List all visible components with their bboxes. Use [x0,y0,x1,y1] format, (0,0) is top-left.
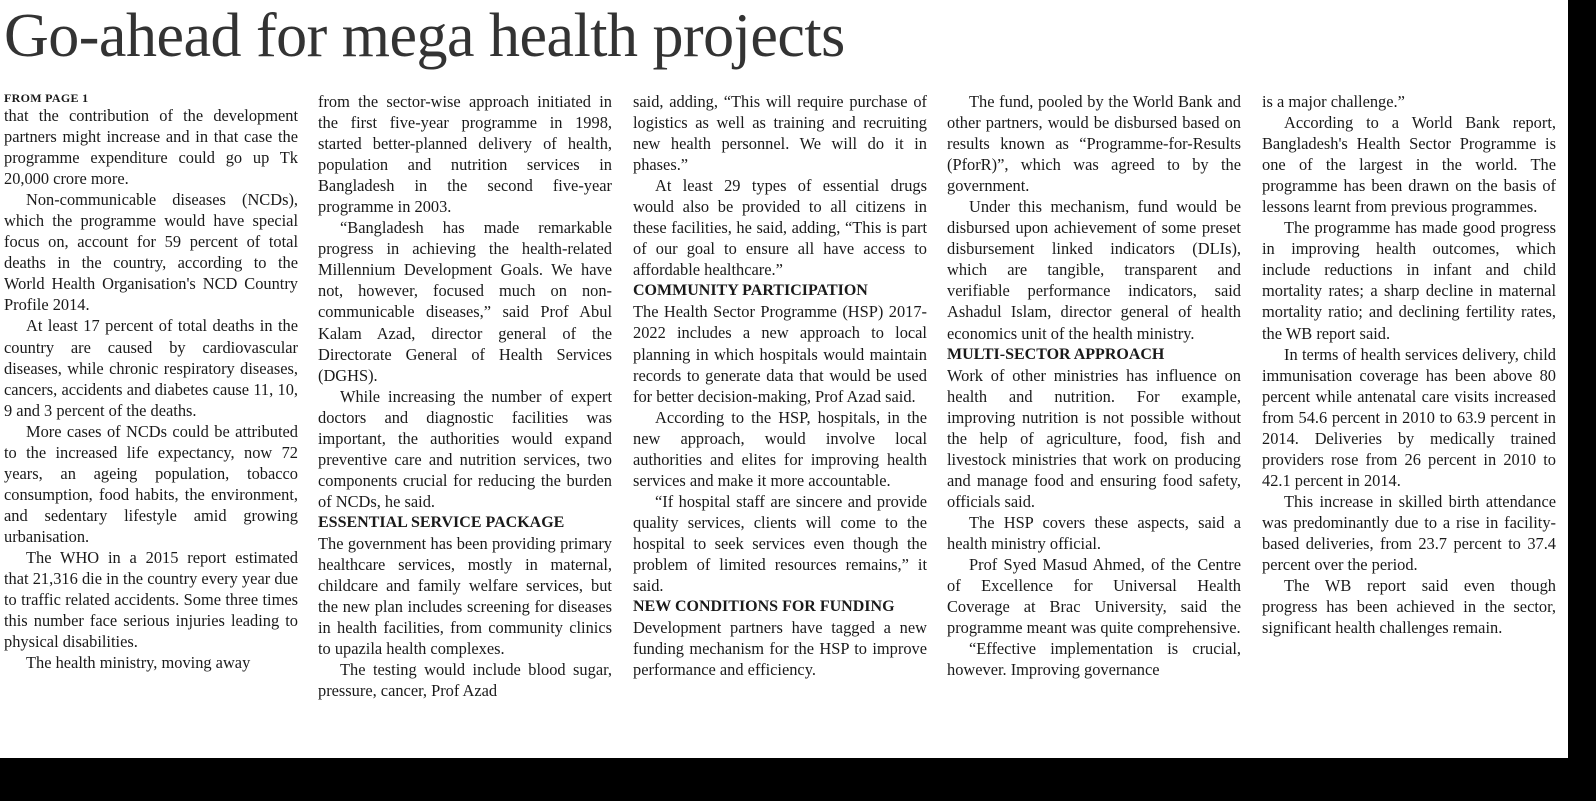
paragraph: The fund, pooled by the World Bank and other partners, would be disbursed based on results known as “Programme-for-Results (PforR)”, which was agreed to by the government. [947,92,1241,196]
paragraph: Non-communicable diseases (NCDs), which the programme would have special focus on, account for 59 percent of total deaths in the country, according to the World Health Organisation's NCD Country Profile 2014. [4,190,298,315]
paragraph: This increase in skilled birth attendance was predominantly due to a rise in facility-based deliveries, from 23.7 percent to 37.4 percent over the period. [1262,491,1556,575]
headline: Go-ahead for mega health projects [4,2,845,70]
paragraph: The HSP covers these aspects, said a health ministry official. [947,512,1241,553]
article-column-2 [318,91,612,751]
article-column-4 [947,91,1241,751]
subheading: COMMUNITY PARTICIPATION [633,282,868,300]
paragraph: The WB report said even though progress has been achieved in the sector, significant health challenges remain. [1262,576,1556,638]
paragraph: At least 17 percent of total deaths in the country are caused by cardiovascular diseases, while chronic respiratory diseases, cancers, accidents and diabetes cause 11, 10, 9 and 3 percent of the deaths. [4,316,298,420]
paragraph: The health ministry, moving away [26,653,251,673]
subheading: ESSENTIAL SERVICE PACKAGE [318,513,565,531]
paragraph: Prof Syed Masud Ahmed, of the Centre of Excellence for Universal Health Coverage at Brac University, said the programme meant was quite comprehensive. [947,554,1241,638]
paragraph: that the contribution of the development partners might increase and in that case the programme expenditure could go up Tk 20,000 crore more. [4,106,298,189]
paragraph: According to the HSP, hospitals, in the new approach, would involve local authorities and elites for improving health services and make it more accountable. [633,407,927,490]
paragraph: “If hospital staff are sincere and provide quality services, clients will come to the hospital to seek services even though the problem of limited resources remains,” it said. [633,491,927,596]
paragraph: “Effective implementation is crucial, however. Improving governance [947,639,1241,680]
kicker: FROM PAGE 1 [4,91,89,105]
paragraph: In terms of health services delivery, child immunisation coverage has been above 80 percent while antenatal care visits increased from 54.6 percent in 2010 to 63.9 percent in 2014. Deliveries by medically trained providers rose from 26 percent in 2010 to 42.1 percent in 2014. [1262,344,1556,490]
paragraph: “Bangladesh has made remarkable progress in achieving the health-related Millennium Development Goals. We have not, however, focused much on non-communicable diseases,” said Prof Abul Kalam Azad, director general of the Directorate General of Health Services (DGHS). [318,218,612,385]
paragraph: The programme has made good progress in improving health outcomes, which include reductions in infant and child mortality rates; a sharp decline in maternal mortality ratio; and declining fertility rates, the WB report said. [1262,218,1556,343]
paragraph: Development partners have tagged a new funding mechanism for the HSP to improve performance and efficiency. [633,618,927,680]
paragraph: is a major challenge.” [1262,92,1405,111]
paragraph: At least 29 types of essential drugs would also be provided to all citizens in these facilities, he said, adding, “This is part of our goal to ensure all have access to affordable healthcare.” [633,176,927,280]
paragraph: According to a World Bank report, Bangladesh's Health Sector Programme is one of the largest in the world. The programme has been drawn on the basis of lessons learnt from previous programmes. [1262,113,1556,217]
paragraph: from the sector-wise approach initiated in the first five-year programme in 1998, started better-planned delivery of health, population and nutrition services in Bangladesh in the second five-year programme in 2003. [318,92,612,217]
paragraph: The Health Sector Programme (HSP) 2017-2022 includes a new approach to local planning in which hospitals would maintain records to generate data that would be used for better decision-making, Prof Azad said. [633,302,927,406]
paragraph: While increasing the number of expert doctors and diagnostic facilities was important, the authorities would expand preventive care and nutrition services, two components crucial for reducing the burden of NCDs, he said. [318,386,612,511]
paragraph: Under this mechanism, fund would be disbursed upon achievement of some preset disbursement linked indicators (DLIs), which are tangible, transparent and verifiable performance indicators, said Ashadul Islam, director general of health economics unit of the health ministry. [947,197,1241,343]
article-column-1 [4,91,298,751]
paragraph: The testing would include blood sugar, pressure, cancer, Prof Azad [318,660,612,701]
paragraph: The WHO in a 2015 report estimated that 21,316 die in the country every year due to traffic related accidents. Some three times this number face serious injuries leading to physical disabilities. [4,547,298,652]
paragraph: More cases of NCDs could be attributed to the increased life expectancy, now 72 years, an ageing population, tobacco consumption, food habits, the environment, and sedentary lifestyle amid growing urbanisation. [4,421,298,546]
paragraph: Work of other ministries has influence on health and nutrition. For example, improving nutrition is not possible without the help of agriculture, food, fish and livestock ministries that work on producing and manage food and ensuring food safety, officials said. [947,365,1241,511]
article-column-5 [1262,91,1556,751]
article-column-3 [633,91,927,751]
paragraph: said, adding, “This will require purchase of logistics as well as training and recruiting new health personnel. We will do it in phases.” [633,92,927,175]
paragraph: The government has been providing primary healthcare services, mostly in maternal, childcare and family welfare services, but the new plan includes screening for diseases in health facilities, from community clinics to upazila health complexes. [318,533,612,659]
subheading: NEW CONDITIONS FOR FUNDING [633,598,895,616]
subheading: MULTI-SECTOR APPROACH [947,345,1165,363]
